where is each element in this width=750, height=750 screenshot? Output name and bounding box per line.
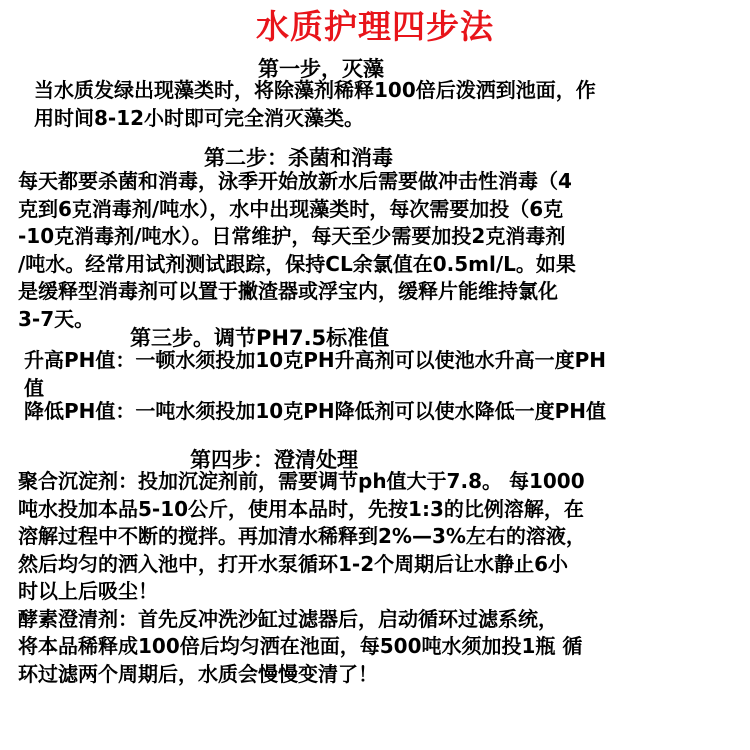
step4-text: 聚合沉淀剂：投加沉淀剂前，需要调节ph值大于7.8。 每1000 吨水投加本品5-10公斤，使用本品时，先按1:3的比例溶解，在 溶解过程中不断的搅拌。再加清水稀释到2%—3%左右的溶液， 然后均匀的洒入池中，打开水泵循环1-2个周期后让水静止6小 时以上后吸尘！ 酵素澄清剂：首先反冲洗沙缸过滤器后，启动循环过滤系统， 将本品稀释成100倍后均匀洒在池面，每500吨水须加投1瓶 循 环过滤两个周期后，水质会慢慢变清了！ (18, 469, 586, 686)
step4-heading: 第四步：澄清处理 (190, 448, 358, 472)
step1-heading: 第一步，灭藻 (258, 57, 384, 81)
step2-heading: 第二步：杀菌和消毒 (204, 146, 393, 170)
step3-raise-text: 升高PH值：一顿水须投加10克PH升高剂可以使池水升高一度PH 值 (24, 348, 607, 400)
step3-heading: 第三步。调节PH7.5标准值 (130, 326, 390, 350)
step1-text: 当水质发绿出现藻类时，将除藻剂稀释100倍后泼洒到池面，作 用时间8-12小时即可完全消灭藻类。 (34, 78, 596, 130)
step2-text: 每天都要杀菌和消毒，泳季开始放新水后需要做冲击性消毒（4 克到6克消毒剂/吨水），水中出现藻类时，每次需要加投（6克 -10克消毒剂/吨水）。日常维护，每天至少需要加投2克消毒剂 /吨水。经常用试剂测试跟踪，保持CL余氯值在0.5ml/L。如果 是缓释型消毒剂可以置于撇渣器或浮宝内，缓释片能维持氯化 3-7天。 (18, 169, 576, 331)
step3-lower-text: 降低PH值：一吨水须投加10克PH降低剂可以使水降低一度PH值 (24, 399, 607, 423)
page-title: 水质护理四步法 (256, 7, 494, 46)
